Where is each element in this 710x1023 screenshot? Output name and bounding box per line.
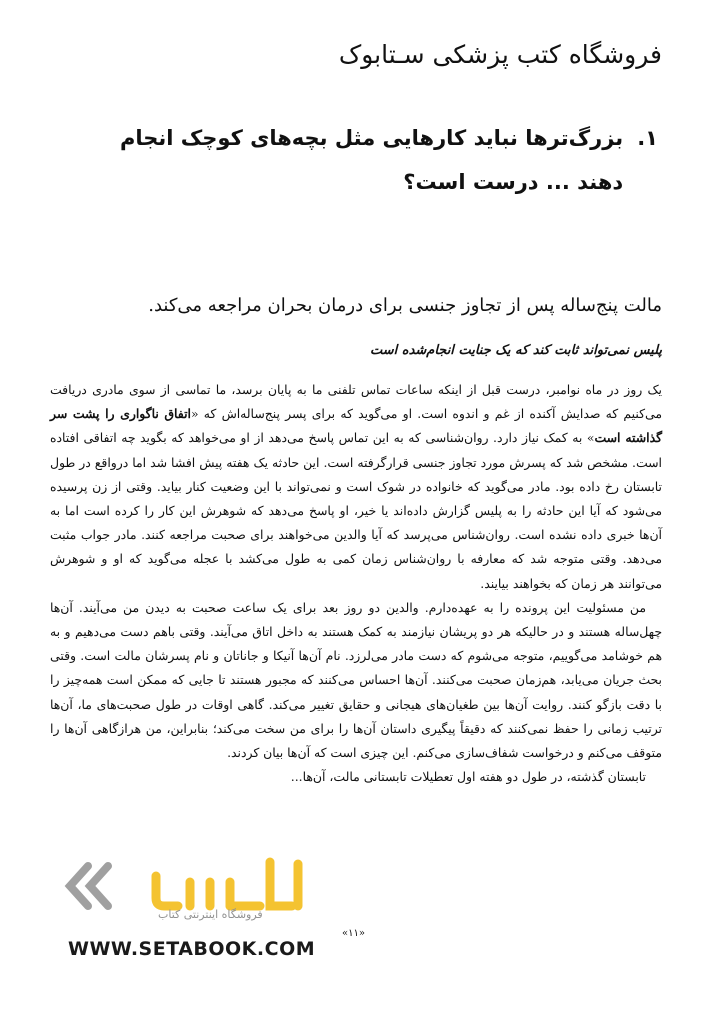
paragraph-1-emphasis: اتفاق ناگواری را پشت سر گذاشته است bbox=[50, 406, 662, 446]
page-number: «۱۱» bbox=[342, 928, 365, 939]
body-text bbox=[50, 378, 662, 789]
chapter-intro: مالت پنج‌ساله پس از تجاوز جنسی برای درمان بحران مراجعه می‌کند. bbox=[148, 295, 662, 316]
running-header-title: فروشگاه کتب پزشکی سـتابوک bbox=[338, 40, 662, 69]
section-subheading: پلیس نمی‌تواند ثابت کند که یک جنایت انجام‌شده است bbox=[369, 343, 662, 358]
chapter-heading bbox=[98, 116, 658, 204]
watermark-url: WWW.SETABOOK.COM bbox=[68, 938, 316, 960]
chapter-number: ۱. bbox=[637, 126, 658, 150]
watermark-brand-text: فروشگاه اینترنتی کتاب bbox=[158, 908, 263, 921]
paragraph-1 bbox=[50, 378, 662, 596]
paragraph-1-part-a: یک روز در ماه نوامبر، درست قبل از اینکه ساعات تماس تلفنی ما به پایان برسد، ما تماسی از سوی مادری دریافت می‌کنیم که صدایش آکنده از غم و اندوه است. او می‌گوید که برای پسر پنج‌ساله‌اش که « bbox=[50, 382, 663, 422]
watermark-logo bbox=[60, 852, 360, 932]
paragraph-1-part-b: » به کمک نیاز دارد. روان‌شناسی که به این تماس پاسخ می‌دهد از او می‌خواهد که بگوید چه اتفاقی افتاده است. مشخص شد که پسرش مورد تجاوز جنسی قرارگرفته است. این حادثه یک هفته پیش افشا شد اما درواقع در طول تابستان رخ داده بود. مادر می‌گوید که خانواده در شوک است و نمی‌تواند با این وضعیت کنار بیاید. وقتی از زن پرسیده می‌شود که آیا این حادثه را به پلیس گزارش داده‌اند یا خیر، او پاسخ می‌دهد که شوهرش این کار را کرده است اما به آن‌ها خبری داده نشده است. روان‌شناس می‌پرسد که آیا والدین می‌خواهند برای صحبت مراجعه کنند. مادر جواب مثبت می‌دهد. وقتی متوجه شد که معارفه با روان‌شناس زمان کمی به طول می‌کشد با عجله می‌گوید که او و شوهرش می‌توانند هر زمان که بخواهند بیایند. bbox=[50, 430, 662, 591]
paragraph-2: من مسئولیت این پرونده را به عهده‌دارم. والدین دو روز بعد برای یک ساعت صحبت به دیدن من می‌آیند. آن‌ها چهل‌ساله هستند و در حالیکه هر دو پریشان نیازمند به کمک هستند به داخل اتاق می‌آیند. وقتی باهم دست می‌دهیم و به هم خوشامد می‌گوییم، متوجه می‌شوم که دست مادر می‌لرزد. نام آن‌ها آنیکا و جاناتان و نام پسرشان مالت است. وقتی بحث جریان می‌یابد، هم‌زمان صحبت می‌کنند. آن‌ها احساس می‌کنند که مجبور هستند تا جایی که ممکن است همه‌چیز را با دقت بازگو کنند. روایت آن‌ها بین طغیان‌های هیجانی و حقایق تغییر می‌کند. گاهی اوقات در طول صحبت‌های ما، آن‌ها ترتیب زمانی را حفظ نمی‌کنند که دقیقاً پیگیری داستان آن‌ها را برای من سخت می‌کند؛ بنابراین، من هرازگاهی آن‌ها را متوقف می‌کنم و درخواست شفاف‌سازی می‌کنم. این چیزی است که آن‌ها بیان کردند. bbox=[50, 599, 662, 761]
chapter-title: بزرگ‌ترها نباید کارهایی مثل بچه‌های کوچک انجام دهند ... درست است؟ bbox=[119, 126, 624, 194]
paragraph-3: تابستان گذشته، در طول دو هفته اول تعطیلات تابستانی مالت، آن‌ها... bbox=[290, 769, 646, 785]
